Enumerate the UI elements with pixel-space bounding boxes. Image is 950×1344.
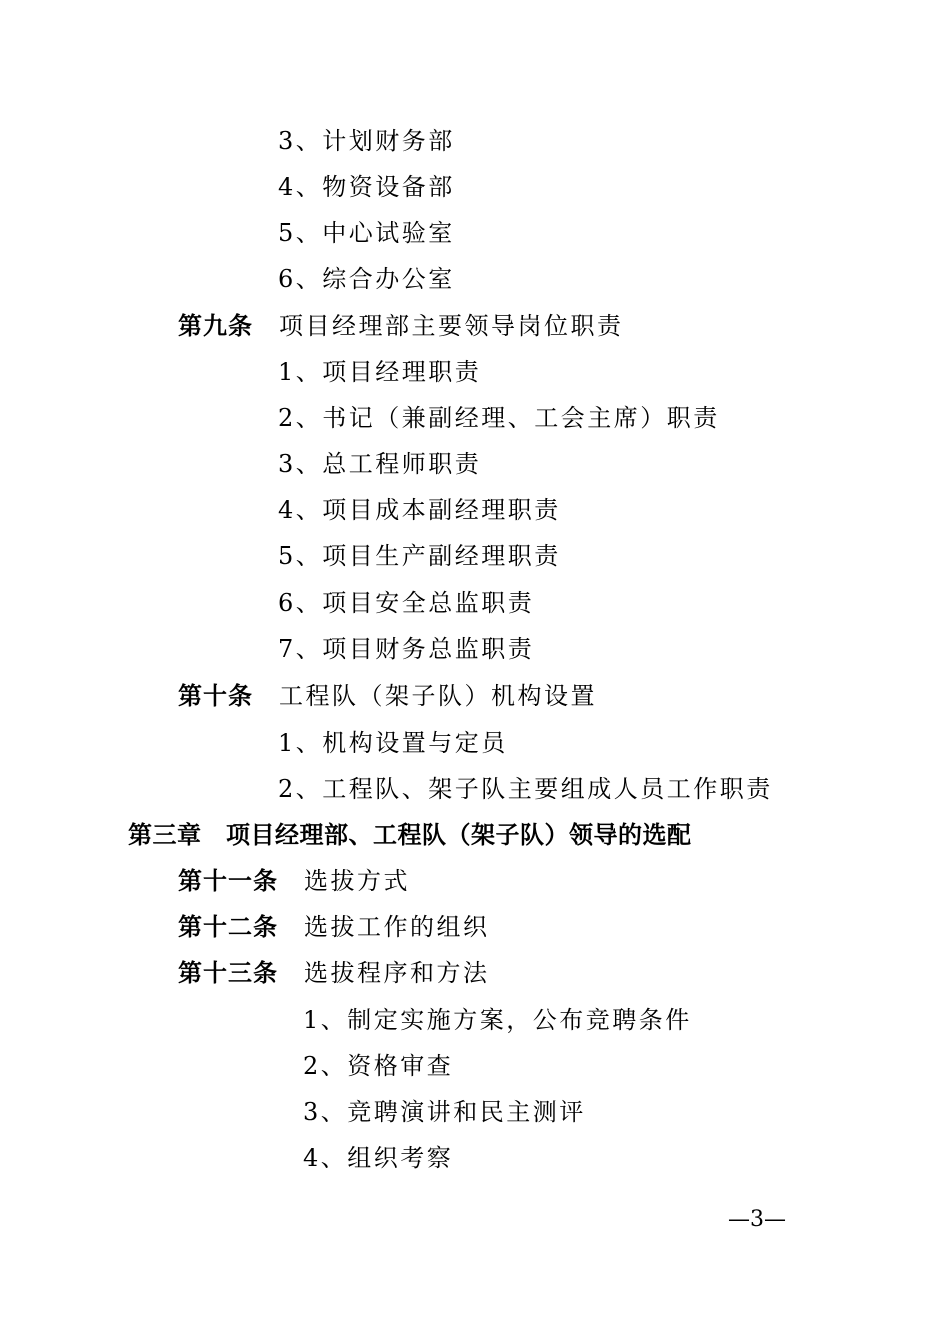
list-item: 4、项目成本副经理职责 [278, 496, 561, 524]
article-text: 选拔程序和方法 [304, 959, 490, 987]
article-label: 第十二条 [178, 913, 278, 941]
list-item: 7、项目财务总监职责 [278, 635, 535, 663]
list-item: 6、综合办公室 [278, 265, 455, 293]
article-text: 工程队（架子队）机构设置 [279, 682, 597, 710]
chapter-heading: 第三章 项目经理部、工程队（架子队）领导的选配 [128, 821, 692, 849]
list-item: 4、组织考察 [303, 1144, 454, 1172]
article-label: 第十三条 [178, 959, 278, 987]
article-12 [178, 912, 490, 942]
list-item: 2、工程队、架子队主要组成人员工作职责 [278, 775, 773, 803]
list-item: 2、书记（兼副经理、工会主席）职责 [278, 404, 720, 432]
list-item: 5、项目生产副经理职责 [278, 542, 561, 570]
list-item: 3、竞聘演讲和民主测评 [303, 1098, 586, 1126]
page-number: —3— [728, 1207, 786, 1232]
article-text: 项目经理部主要领导岗位职责 [279, 312, 624, 340]
article-label: 第十条 [178, 682, 253, 710]
article-9 [178, 311, 624, 341]
article-label: 第十一条 [178, 867, 278, 895]
list-item: 1、制定实施方案，公布竞聘条件 [303, 1006, 692, 1034]
list-item: 4、物资设备部 [278, 173, 455, 201]
article-10 [178, 681, 597, 711]
list-item: 3、计划财务部 [278, 127, 455, 155]
article-text: 选拔工作的组织 [304, 913, 490, 941]
article-13 [178, 958, 490, 988]
article-11 [178, 866, 410, 896]
list-item: 3、总工程师职责 [278, 450, 482, 478]
article-text: 选拔方式 [304, 867, 410, 895]
list-item: 5、中心试验室 [278, 219, 455, 247]
article-label: 第九条 [178, 312, 253, 340]
list-item: 2、资格审查 [303, 1052, 454, 1080]
list-item: 1、机构设置与定员 [278, 729, 508, 757]
list-item: 1、项目经理职责 [278, 358, 482, 386]
list-item: 6、项目安全总监职责 [278, 589, 535, 617]
